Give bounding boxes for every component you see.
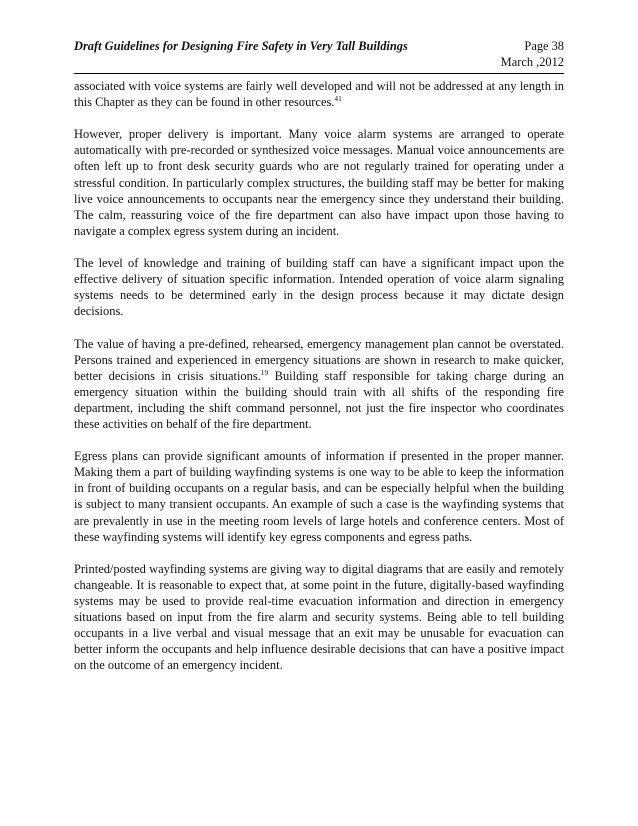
paragraph-egress-plans xyxy=(74,448,564,545)
paragraph-wayfinding xyxy=(74,561,564,674)
page-header xyxy=(74,38,564,74)
paragraph-text: The level of knowledge and training of building staff can have a significant impact upon the effective delivery of situation specific information. Intended operation of voice alarm signaling systems needs to be determined early in the design process because it may dictate design decisions. xyxy=(74,256,564,319)
paragraph-text: Egress plans can provide significant amounts of information if presented in the proper manner. Making them a part of building wayfinding systems is one way to be able to keep the information in front of building occupants on a regular basis, and can be especially helpful when the building is subject to many transient occupants. An example of such a case is the wayfinding systems that are prevalently in use in the meeting room levels of large hotels and conference centers. Most of these wayfinding systems will identify key egress components and egress paths. xyxy=(74,449,564,544)
footnote-ref: 19 xyxy=(260,367,269,377)
paragraph-text: The value of having a pre-defined, rehearsed, emergency management plan cannot be overstated. Persons trained and experienced in emergency situations are shown in research to make quicker, better decisions in crisis situations. xyxy=(74,336,564,383)
paragraph-proper-delivery xyxy=(74,126,564,239)
footnote-ref: 41 xyxy=(334,94,342,104)
paragraph-voice-systems xyxy=(74,78,564,110)
paragraph-emergency-plan xyxy=(74,336,564,433)
body-text xyxy=(74,78,564,690)
document-title: Draft Guidelines for Designing Fire Safety in Very Tall Buildings xyxy=(74,39,408,53)
paragraph-text: associated with voice systems are fairly well developed and will not be addressed at any length in this Chapter as they can be found in other resources. xyxy=(74,79,564,110)
header-meta xyxy=(501,38,564,70)
header-rule xyxy=(74,73,564,74)
paragraph-staff-training xyxy=(74,255,564,319)
document-date: March ,2012 xyxy=(500,55,564,69)
paragraph-text: Printed/posted wayfinding systems are giving way to digital diagrams that are easily and remotely changeable. It is reasonable to expect that, at some point in the future, digitally-based wayfinding systems may be used to provide real-time evacuation information and direction in emergency situations based on input from the fire alarm and security systems. Being able to tell building occupants in a live verbal and visual message that an exit may be unusable for evacuation can better inform the occupants and help influence desirable decisions that can have a positive impact on the outcome of an emergency incident. xyxy=(74,561,564,673)
page-number: Page 38 xyxy=(524,39,564,53)
paragraph-text-continued: Building staff responsible for taking charge during an emergency situation within the building should train with all shifts of the responding fire department, including the shift command personnel, not just the fire inspector who coordinates these activities on behalf of the fire department. xyxy=(74,368,564,431)
paragraph-text: However, proper delivery is important. Many voice alarm systems are arranged to operate automatically with pre-recorded or synthesized voice messages. Manual voice announcements are often left up to front desk security guards who are not regularly trained for operating under a stressful condition. In particularly complex structures, the building staff may be better for making live voice announcements to occupants near the emergency since they understand their building. The calm, reassuring voice of the fire department can also have impact upon those having to navigate a complex egress system during an incident. xyxy=(74,127,564,238)
